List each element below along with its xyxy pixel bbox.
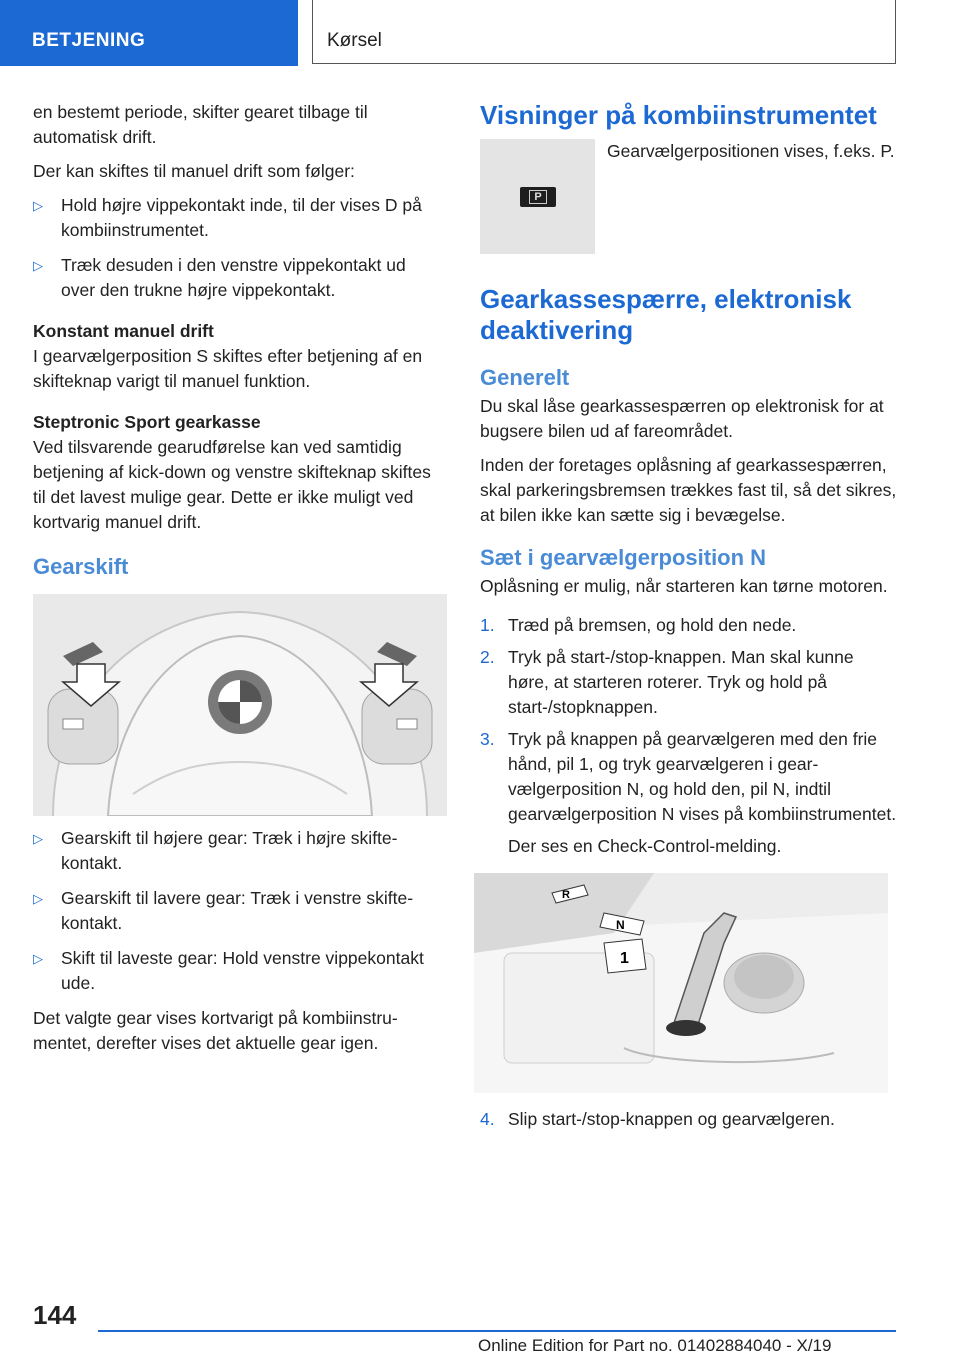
gear-display-frame [529,190,547,204]
heading-saet-n: Sæt i gearvælgerposition N [480,545,767,570]
triangle-bullet-icon: ▷ [33,831,43,846]
arrow-label-r: R [562,889,570,901]
bullet-text: Skift til laveste gear: Hold venstre vippekontakt ude. [61,948,424,993]
step-item [480,613,898,638]
heading-gearskift: Gearskift [33,554,129,579]
bullet-text: Gearskift til lavere gear: Træk i venstre skiftekontakt. [61,888,414,933]
saet-text: Oplåsning er mulig, når starteren kan tørne motoren. [480,576,888,596]
step-item [480,1107,898,1132]
bullet-text: Træk desuden i den venstre vippekontakt ud over den trukne højre vippekontakt. [61,255,406,300]
generelt-paragraph-2: Inden der foretages oplåsning af gearkassespærren, skal parkeringsbremsen trækkes fast til, så det sikres, at bilen ikke kan sætte sig i bevægelse. [480,455,897,525]
bullet-item [33,946,443,996]
step-text: Tryk på knappen på gearvælgeren med den frie hånd, pil 1, og tryk gearvælgeren i gearvælgerposition N, og hold den, pil N, indtil gearvælgerposition N vises på kombiinstrumentet. [508,729,897,824]
gear-display-box [520,187,556,207]
left-column [33,100,443,1065]
heading-visninger: Visninger på kombiinstrumentet [480,100,877,130]
subheading-konstant: Konstant manuel drift [33,321,214,341]
step-number: 3. [480,729,495,749]
bullet-text: Hold højre vippekontakt inde, til der vises D på kombiinstrumentet. [61,195,422,240]
bullet-text: Gearskift til højere gear: Træk i højre skiftekontakt. [61,828,398,873]
step-number: 2. [480,647,495,667]
triangle-bullet-icon: ▷ [33,951,43,966]
step-text: Tryk på start-/stop-knappen. Man skal kunne høre, at starteren roterer. Tryk og hold på start-/stopknappen. [508,647,854,717]
triangle-bullet-icon: ▷ [33,198,43,213]
gear-selector-image [474,873,888,1093]
arrow-label-1: 1 [620,950,629,967]
intro-paragraph: en bestemt periode, skifter gearet tilbage til automatisk drift. [33,102,368,147]
steptronic-text: Ved tilsvarende gearudførelse kan ved samtidig betjening af kick-down og venstre skifteknap skiftes til det lavest mulige gear. Dette er ikke muligt ved kortvarig manuel drift. [33,437,431,532]
steering-wheel-illustration [33,594,447,816]
step-text: Slip start-/stop-knappen og gearvælgeren. [508,1109,835,1129]
right-column [480,100,898,1139]
generelt-paragraph-1: Du skal låse gearkassespærren op elektronisk for at bugsere bilen ud af fareområdet. [480,396,884,441]
step-item [480,727,898,827]
bullet-item [33,886,443,936]
display-image [480,139,595,254]
chapter-label: Kørsel [327,30,382,51]
gear-display-glyph: P [534,191,542,203]
step3-note: Der ses en Check-Control-melding. [508,836,782,856]
section-tab: BETJENING [0,0,298,66]
gear-selector-illustration [474,873,888,1093]
chapter-title [312,0,896,64]
outro-paragraph: Det valgte gear vises kortvarigt på kombiinstrumentet, derefter vises det aktuelle gear igen. [33,1008,398,1053]
manual-mode-intro: Der kan skiftes til manuel drift som følger: [33,161,355,181]
footer-divider [98,1330,896,1332]
visninger-text: Gearvælgerpositionen vises, f.eks. P. [607,141,895,161]
heading-gearkassespaerre: Gearkassespærre, elektronisk deaktivering [480,284,852,345]
triangle-bullet-icon: ▷ [33,258,43,273]
subheading-steptronic: Steptronic Sport gearkasse [33,412,261,432]
edition-link[interactable]: Online Edition for Part no. 01402884040 - X/19 [478,1336,832,1355]
step-item [480,645,898,720]
arrow-label-n: N [616,918,625,932]
step-number: 1. [480,615,495,635]
bullet-item [33,253,443,303]
page-number: 144 [33,1300,77,1330]
steering-wheel-image [33,594,447,816]
step-text: Træd på bremsen, og hold den nede. [508,615,797,635]
konstant-text: I gearvælgerposition S skiftes efter betjening af en skifteknap varigt til manuel funktion. [33,346,423,391]
display-row [480,139,898,254]
bullet-item [33,826,443,876]
triangle-bullet-icon: ▷ [33,891,43,906]
bullet-item [33,193,443,243]
heading-generelt: Generelt [480,365,570,390]
step-number: 4. [480,1109,495,1129]
